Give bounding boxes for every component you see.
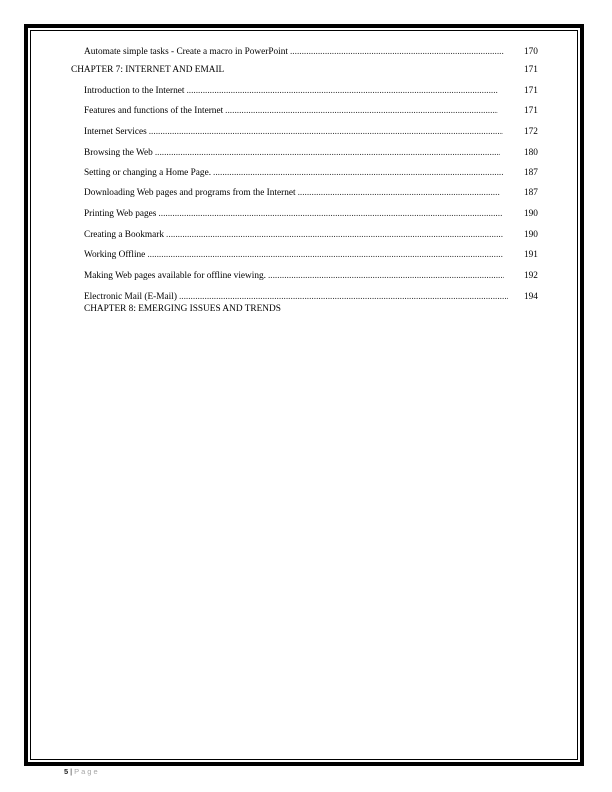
dot-leader	[225, 104, 498, 118]
toc-entry-title: Automate simple tasks - Create a macro in PowerPoint	[84, 47, 288, 57]
footer-separator: |	[70, 767, 73, 776]
toc-entry[interactable]	[84, 146, 500, 160]
dot-leader	[298, 186, 500, 200]
page-label: Page	[74, 767, 100, 776]
dot-leader	[147, 248, 503, 262]
toc-entry-page: 171	[524, 106, 538, 116]
toc-entry[interactable]	[84, 186, 500, 200]
toc-chapter-heading[interactable]	[71, 63, 504, 77]
toc-entry-page: 194	[524, 292, 538, 302]
toc-entry-title: Setting or changing a Home Page.	[84, 168, 212, 178]
dot-leader	[158, 207, 503, 221]
dot-leader	[268, 269, 504, 283]
toc-entry-title: Browsing the Web	[84, 148, 153, 158]
dot-leader	[155, 146, 500, 160]
toc-entry-title: Working Offline	[84, 250, 146, 260]
toc-entry[interactable]	[84, 207, 503, 221]
dot-leader	[213, 166, 503, 180]
toc-entry-page: 190	[524, 230, 538, 240]
toc-entry[interactable]	[84, 45, 504, 59]
toc-entry-title: Internet Services	[84, 127, 147, 137]
toc-entry-page: 171	[524, 65, 538, 75]
toc-entry-page: 192	[524, 271, 538, 281]
dot-leader	[290, 45, 504, 59]
toc-entry[interactable]	[84, 166, 503, 180]
toc-entry-title: Electronic Mail (E-Mail)	[84, 292, 177, 302]
dot-leader	[149, 125, 503, 139]
toc-entry-page: 180	[524, 148, 538, 158]
toc-entry[interactable]	[84, 269, 504, 283]
toc-entry-title: CHAPTER 8: EMERGING ISSUES AND TRENDS	[84, 304, 281, 314]
toc-entry-page: 172	[524, 127, 538, 137]
toc-entry-page: 191	[524, 250, 538, 260]
toc-entry[interactable]	[84, 104, 498, 118]
toc-entry-title: Features and functions of the Internet	[84, 106, 224, 116]
toc-entry-title: Creating a Bookmark	[84, 230, 165, 240]
dot-leader	[186, 84, 498, 98]
toc-entry[interactable]	[84, 125, 503, 139]
toc-entry[interactable]	[84, 84, 498, 98]
toc-entry-title: Downloading Web pages and programs from the Internet	[84, 188, 296, 198]
toc-entry-page: 190	[524, 209, 538, 219]
toc-entry-page: 171	[524, 86, 538, 96]
toc-entry-title: CHAPTER 7: INTERNET AND EMAIL	[71, 65, 225, 75]
toc-entry-page: 187	[524, 188, 538, 198]
page-number: 5	[64, 767, 69, 776]
toc-entry-page: 170	[524, 47, 538, 57]
dot-leader	[166, 228, 503, 242]
page-footer	[64, 767, 100, 776]
toc-entry-title: Making Web pages available for offline viewing.	[84, 271, 266, 281]
toc-entry-title: Introduction to the Internet	[84, 86, 185, 96]
toc-entry[interactable]	[84, 228, 503, 242]
toc-entry-title: Printing Web pages	[84, 209, 157, 219]
toc-chapter-heading[interactable]	[84, 302, 504, 316]
page-border-inner	[30, 30, 578, 760]
toc-entry-page: 187	[524, 168, 538, 178]
toc-entry[interactable]	[84, 248, 503, 262]
